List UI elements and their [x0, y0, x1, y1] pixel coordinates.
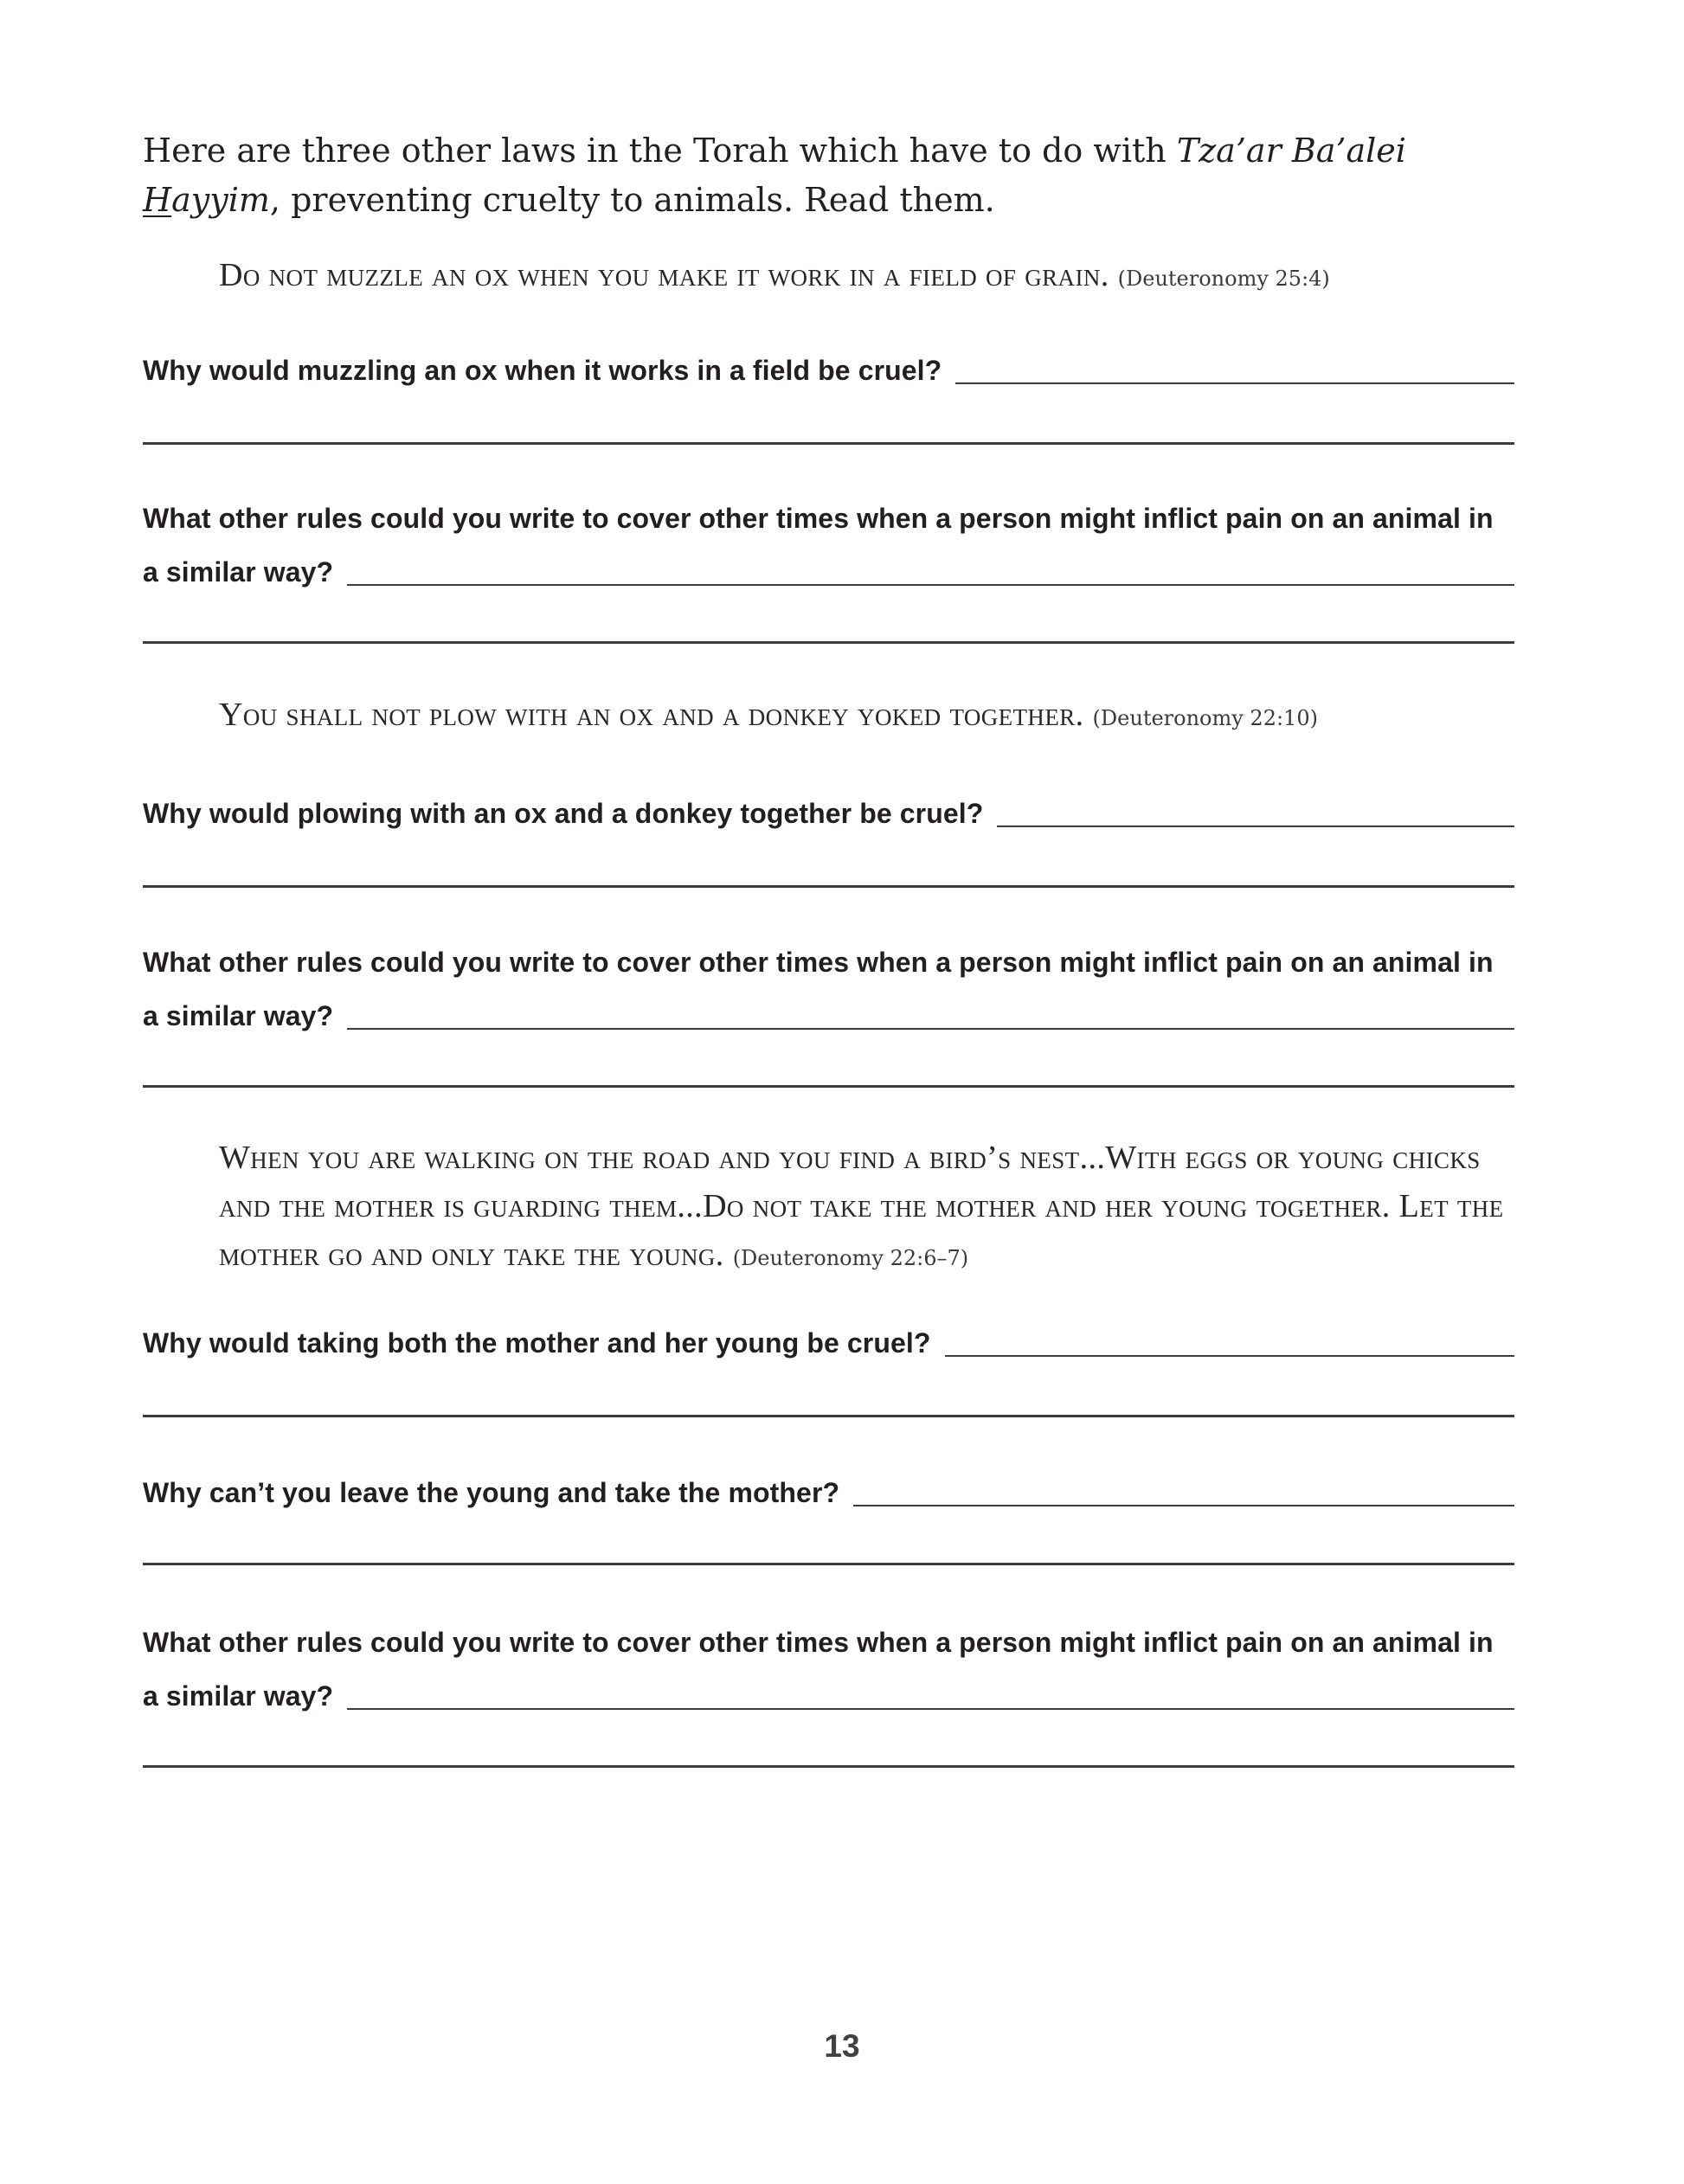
question-label-line1: What other rules could you write to cover other times when a person might inflict pain on an animal in [143, 947, 1494, 978]
question-label-line2: a similar way? [143, 556, 334, 588]
quote-citation: (Deuteronomy 22:10) [1092, 706, 1318, 730]
answer-line-inline[interactable] [347, 584, 1514, 586]
intro-text-before: Here are three other laws in the Torah which have to do with [143, 132, 1177, 170]
quote-text: When you are walking on the road and you find a bird’s nest...With eggs or young chicks and the mother is guarding them...Do not take the mother and her young together. Let the mother go and only take the young. [219, 1140, 1504, 1273]
hebrew-term-part2: ayyim [171, 181, 270, 219]
hebrew-term-underlined-letter: H [143, 181, 172, 219]
intro-text-after: , preventing cruelty to animals. Read them. [269, 181, 995, 219]
answer-line-full[interactable] [143, 1415, 1514, 1417]
quote-citation: (Deuteronomy 25:4) [1117, 267, 1330, 291]
answer-line-inline[interactable] [945, 1355, 1514, 1357]
answer-line-inline[interactable] [853, 1505, 1514, 1506]
question-leave-young [143, 1472, 1514, 1513]
question-taking-both-cruel [143, 1322, 1514, 1364]
quote-text: You shall not plow with an ox and a donkey yoked together. [219, 697, 1084, 733]
question-label-line2: a similar way? [143, 1000, 334, 1031]
answer-line-inline[interactable] [955, 382, 1514, 384]
question-label: Why can’t you leave the young and take the mother? [143, 1477, 840, 1508]
quote-text: Do not muzzle an ox when you make it work in a field of grain. [219, 257, 1109, 293]
torah-quote-plow [219, 691, 1517, 742]
torah-quote-muzzle [219, 251, 1517, 303]
answer-line-full[interactable] [143, 1085, 1514, 1088]
question-label: Why would muzzling an ox when it works in a field be cruel? [143, 355, 942, 386]
question-label: Why would plowing with an ox and a donkey together be cruel? [143, 798, 984, 829]
intro-paragraph [143, 126, 1523, 225]
answer-line-full[interactable] [143, 442, 1514, 445]
answer-line-inline[interactable] [997, 825, 1514, 827]
question-other-rules-3 [143, 1622, 1514, 1717]
question-label-line1: What other rules could you write to cover other times when a person might inflict pain on an animal in [143, 1627, 1494, 1658]
answer-line-full[interactable] [143, 1765, 1514, 1768]
question-plow-cruel [143, 793, 1514, 834]
quote-citation: (Deuteronomy 22:6–7) [732, 1246, 969, 1270]
torah-quote-birds-nest [219, 1134, 1517, 1282]
question-other-rules-2 [143, 941, 1514, 1037]
answer-line-full[interactable] [143, 641, 1514, 644]
question-label: Why would taking both the mother and her young be cruel? [143, 1327, 931, 1359]
answer-line-full[interactable] [143, 1563, 1514, 1565]
page-number: 13 [824, 2028, 860, 2064]
answer-line-full[interactable] [143, 885, 1514, 888]
answer-line-inline[interactable] [347, 1708, 1514, 1710]
hebrew-term-part1: Tza’ar Ba’alei [1176, 132, 1406, 170]
question-label-line1: What other rules could you write to cover other times when a person might inflict pain on an animal in [143, 503, 1494, 534]
answer-line-inline[interactable] [347, 1028, 1514, 1030]
question-muzzle-cruel [143, 350, 1514, 391]
question-label-line2: a similar way? [143, 1680, 334, 1712]
question-other-rules-1 [143, 498, 1514, 593]
